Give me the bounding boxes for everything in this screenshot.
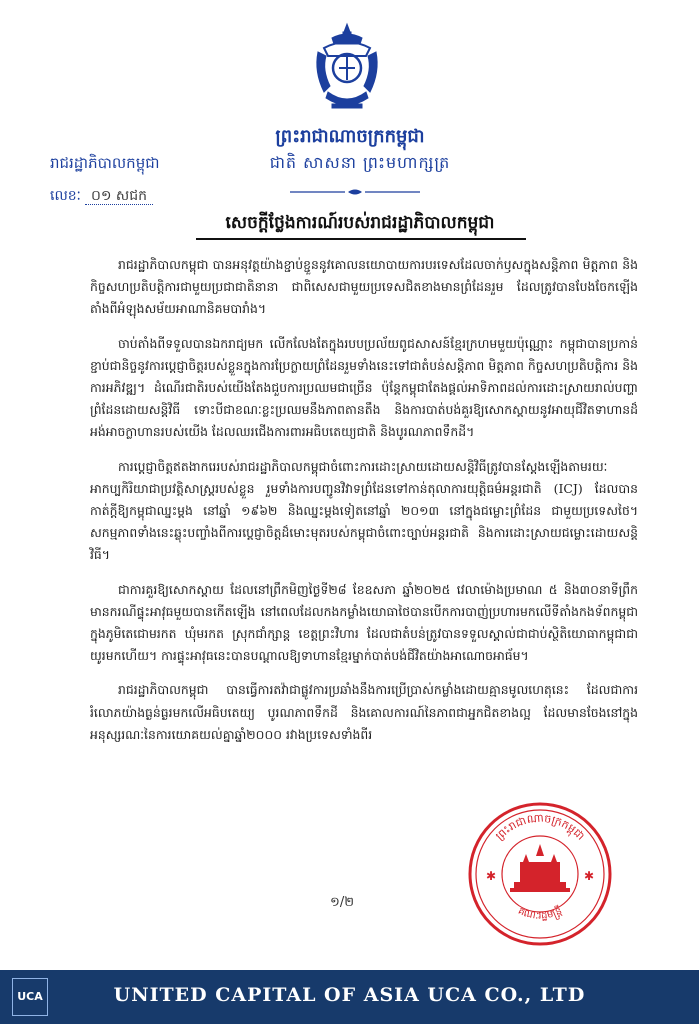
svg-text:✱: ✱ xyxy=(486,869,497,883)
company-logo: UCA xyxy=(12,978,48,1016)
reference-value: ០១ សជក xyxy=(85,188,153,205)
seal-bottom-text: គណៈរដ្ឋមន្ត្រី xyxy=(516,905,564,923)
paragraph: ចាប់តាំងពីទទួលបានឯករាជ្យមក លើកលែងតែក្នុងរបបប្រល័យពូជសាសន៍ខ្មែរក្រហមមួយប៉ុណ្ណោះ កម្ពុជាបានប្រកាន់ខ្ជាប់ជានិច្ចនូវការប្តេជ្ញាចិត្តរបស់ខ្លួនក្នុងការប្រែក្លាយព្រំដែនរួមទាំងនេះទៅជាតំបន់សន្តិភាព មិត្តភាព កិច្ចសហប្រតិបត្តិការ និងការអភិវឌ្ឍ។ ដំណើរជាតិរបស់យើងតែងជួបការប្រឈមជាច្រើន ប៉ុន្តែកម្ពុជាតែងផ្តល់អាទិភាពដល់ការដោះស្រាយរាល់បញ្ហាព្រំដែនដោយសន្តិវិធី ទោះបីជាខណៈខ្លះប្រឈមនឹងភាពតានតឹង និងការបាត់បង់គួរឱ្យសោកស្តាយនូវអាយុជីវិតទាហានដ៏អង់អាចក្លាហានរបស់យើង ដែលឈរជើងការពារអធិបតេយ្យជាតិ និងបូរណភាពទឹកដី។ xyxy=(90,335,638,440)
title-underline xyxy=(196,238,526,240)
government-label: រាជរដ្ឋាភិបាលកម្ពុជា xyxy=(50,154,160,172)
kingdom-heading: ព្រះរាជាណាចក្រកម្ពុជា xyxy=(275,126,425,147)
statement-body xyxy=(90,254,638,758)
national-motto: ជាតិ សាសនា ព្រះមហាក្សត្រ xyxy=(269,153,451,172)
svg-text:គណៈរដ្ឋមន្ត្រី xyxy=(516,904,564,922)
paragraph: ការប្តេជ្ញាចិត្តឥតងាករេរបស់រាជរដ្ឋាភិបាលកម្ពុជាចំពោះការដោះស្រាយដោយសន្តិវិធីត្រូវបានស្តែងឡើងតាមរយៈអាកប្បកិរិយាជាប្រវត្តិសាស្ត្ររបស់ខ្លួន រួមទាំងការបញ្ជូនវិវាទព្រំដែនទៅកាន់តុលាការយុត្តិធម៌អន្តរជាតិ (ICJ) ដែលបានកាត់ក្តីឱ្យកម្ពុជាឈ្នះម្តង នៅឆ្នាំ ១៩៦២ និងឈ្នះម្តងទៀតនៅឆ្នាំ ២០១៣ នៅក្នុងជម្លោះព្រំដែន ជាមួយប្រទេសថៃ។ សកម្មភាពទាំងនេះឆ្លុះបញ្ចាំងពីការប្តេជ្ញាចិត្តដ៏មោះមុតរបស់កម្ពុជាចំពោះច្បាប់អន្តរជាតិ និងការដោះស្រាយជម្លោះដោយសន្តិវិធី។ xyxy=(90,458,638,563)
svg-text:ព្រះរាជាណាចក្រកម្ពុជា xyxy=(493,812,587,843)
seal-top-text: ព្រះរាជាណាចក្រកម្ពុជា xyxy=(492,811,588,843)
royal-arms-emblem-icon xyxy=(302,22,392,114)
statement-title: សេចក្តីថ្លែងការណ៍របស់រាជរដ្ឋាភិបាលកម្ពុជា xyxy=(225,213,495,233)
paragraph: ជាការគួរឱ្យសោកស្តាយ ដែលនៅព្រឹកមិញថ្ងៃទី២៨ ខែឧសភា ឆ្នាំ២០២៥ វេលាម៉ោងប្រមាណ ៥ និង៣០នាទីព្រឹក មានករណីផ្ទុះអាវុធមួយបានកើតឡើង នៅពេលដែលកងកម្លាំងយោធាថៃបានបើកការបាញ់ប្រហារមកលើទីតាំងកងទ័ពកម្ពុជា ក្នុងភូមិតេជោមរកត ឃុំមរកត ស្រុកជាំក្សាន្ត ខេត្តព្រះវិហារ ដែលជាតំបន់ត្រូវបានទទួលស្គាល់ជាជាប់ស្ថិតិយោធាកម្ពុជាជាយូរមកហើយ។ ការផ្ទុះអាវុធនេះបានបណ្តាលឱ្យទាហានខ្មែរម្នាក់បាត់បង់ជីវិតយ៉ាងអាណោចអាធ័ម។ xyxy=(90,581,638,664)
reference-label: លេខៈ xyxy=(50,188,81,204)
svg-text:✱: ✱ xyxy=(584,869,595,883)
company-name: UNITED CAPITAL OF ASIA UCA CO., LTD xyxy=(113,984,586,1006)
page-number: ១/២ xyxy=(330,895,355,910)
official-seal-icon xyxy=(466,800,614,948)
footer-banner xyxy=(0,970,699,1024)
paragraph: រាជរដ្ឋាភិបាលកម្ពុជា បានធ្វើការតវ៉ាជាផ្លូវការប្រឆាំងនឹងការប្រើប្រាស់កម្លាំងដោយគ្មានមូលហេតុនេះ ដែលជាការរំលោភយ៉ាងធ្ងន់ធ្ងរមកលើអធិបតេយ្យ បូរណភាពទឹកដី និងគោលការណ៍នៃភាពជាអ្នកជិតខាងល្អ ដែលមានចែងនៅក្នុងអនុស្សរណៈនៃការយោគយល់គ្នាឆ្នាំ២០០០ រវាងប្រទេសទាំងពីរ xyxy=(90,682,638,742)
motto-ornament-icon xyxy=(290,181,420,189)
reference-number xyxy=(50,186,153,207)
paragraph: រាជរដ្ឋាភិបាលកម្ពុជា បានអនុវត្តយ៉ាងខ្ជាប់ខ្ជួននូវគោលនយោបាយការបរទេសដែលចាក់ឫសក្នុងសន្តិភាព មិត្តភាព និងកិច្ចសហប្រតិបត្តិការជាមួយប្រជាជាតិនានា ជាពិសេសជាមួយប្រទេសជិតខាងមានព្រំដែនរួម ដែលត្រូវបានបែងចែកឡើង តាំងពីអំឡុងសម័យអាណានិគមបារាំង។ xyxy=(90,257,638,317)
